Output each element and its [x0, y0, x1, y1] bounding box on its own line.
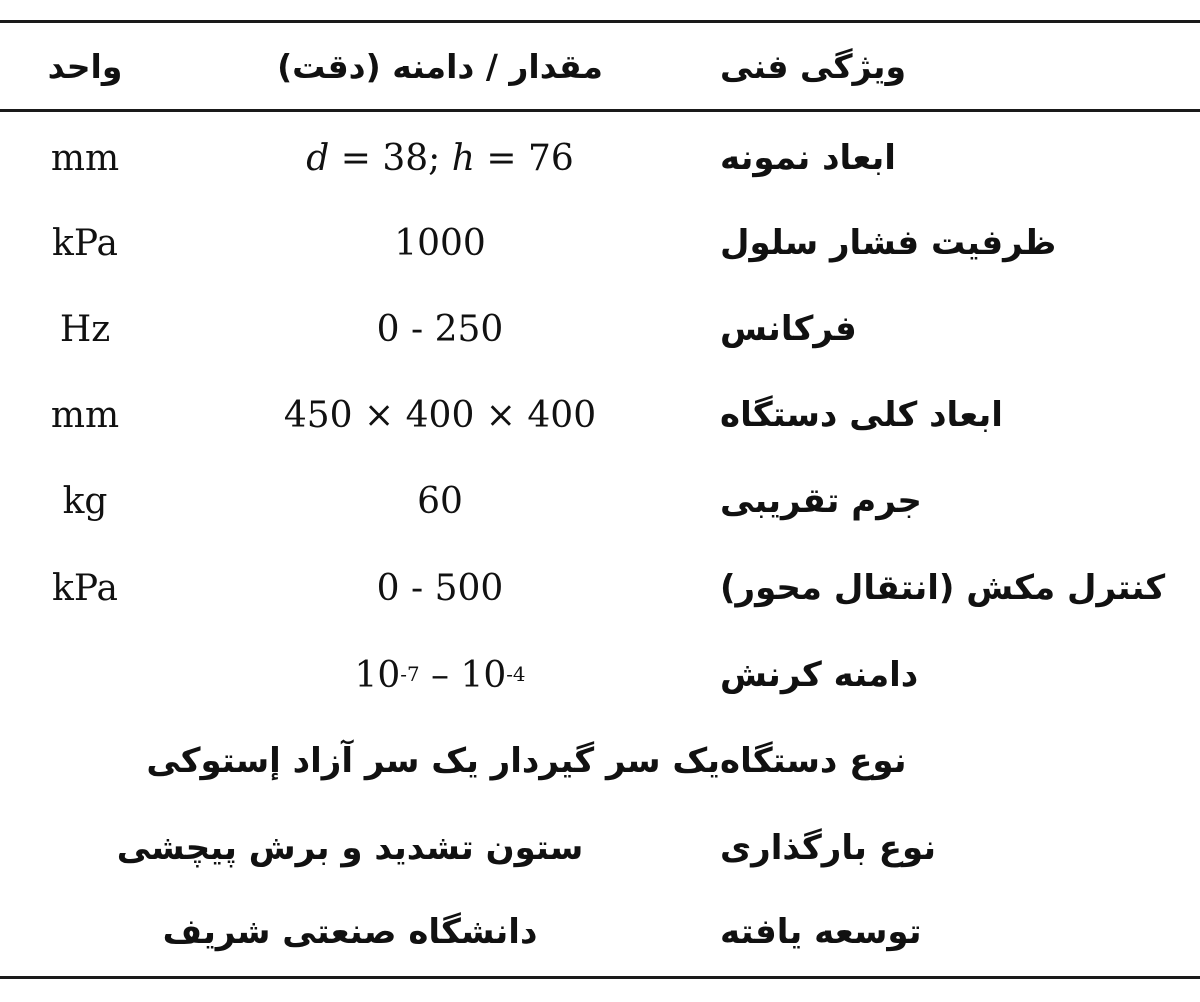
table-header-rule — [0, 109, 1200, 112]
row-value-text: یک سر گیردار یک سر آزاد إستوکی — [146, 741, 720, 781]
row-feature: کنترل مکش (انتقال محور) — [720, 568, 1166, 608]
row-value: 0 - 500 — [376, 567, 504, 609]
header-feature: ویژگی فنی — [720, 46, 906, 86]
row-unit: kg — [62, 480, 108, 522]
row-value: 10 -7 – 10 -4 — [354, 654, 526, 696]
row-feature: نوع دستگاه — [720, 741, 907, 781]
row-value: 450 × 400 × 400 — [283, 394, 597, 436]
row-unit: Hz — [59, 308, 111, 350]
table-row — [0, 200, 1200, 286]
row-feature: جرم تقریبی — [720, 481, 922, 521]
row-value: 1000 — [394, 222, 486, 264]
table-row — [0, 718, 1200, 804]
table-row — [0, 632, 1200, 718]
row-unit: mm — [50, 137, 120, 179]
row-feature: نوع بارگذاری — [720, 828, 937, 868]
row-value: 0 - 250 — [376, 308, 504, 350]
table-header — [0, 24, 1200, 108]
row-feature: ابعاد نمونه — [720, 138, 896, 178]
table-row — [0, 458, 1200, 544]
table-row — [0, 115, 1200, 201]
row-value — [180, 115, 700, 201]
row-feature: توسعه یافته — [720, 912, 922, 952]
header-unit: واحد — [47, 46, 123, 86]
table-row — [0, 372, 1200, 458]
value-d-var: d — [306, 137, 330, 179]
row-feature: ابعاد کلی دستگاه — [720, 395, 1003, 435]
row-unit: mm — [50, 394, 120, 436]
row-value: دانشگاه صنعتی شریف — [162, 912, 538, 952]
strain-dash: – — [419, 654, 461, 696]
header-value: مقدار / دامنه (دقت) — [277, 46, 603, 86]
table-row — [0, 545, 1200, 631]
row-feature: دامنه کرنش — [720, 655, 919, 695]
row-unit: kPa — [52, 567, 118, 609]
row-value: ستون تشدید و برش پیچشی — [116, 828, 584, 868]
strain-base-min: 10 — [354, 654, 401, 696]
row-unit: kPa — [52, 222, 118, 264]
value-d-eq: = 38; — [329, 137, 452, 179]
value-h-var: h — [451, 137, 475, 179]
row-value — [0, 718, 720, 804]
table-bottom-rule — [0, 976, 1200, 979]
value-h-eq: = 76 — [474, 137, 574, 179]
row-unit — [20, 632, 150, 718]
table-top-rule — [0, 20, 1200, 23]
strain-base-max: 10 — [460, 654, 507, 696]
table-row — [0, 286, 1200, 372]
table-row — [0, 805, 1200, 891]
row-feature: ظرفیت فشار سلول — [720, 223, 1057, 263]
table-row — [0, 889, 1200, 975]
row-value: 60 — [417, 480, 463, 522]
row-feature: فرکانس — [720, 309, 857, 349]
